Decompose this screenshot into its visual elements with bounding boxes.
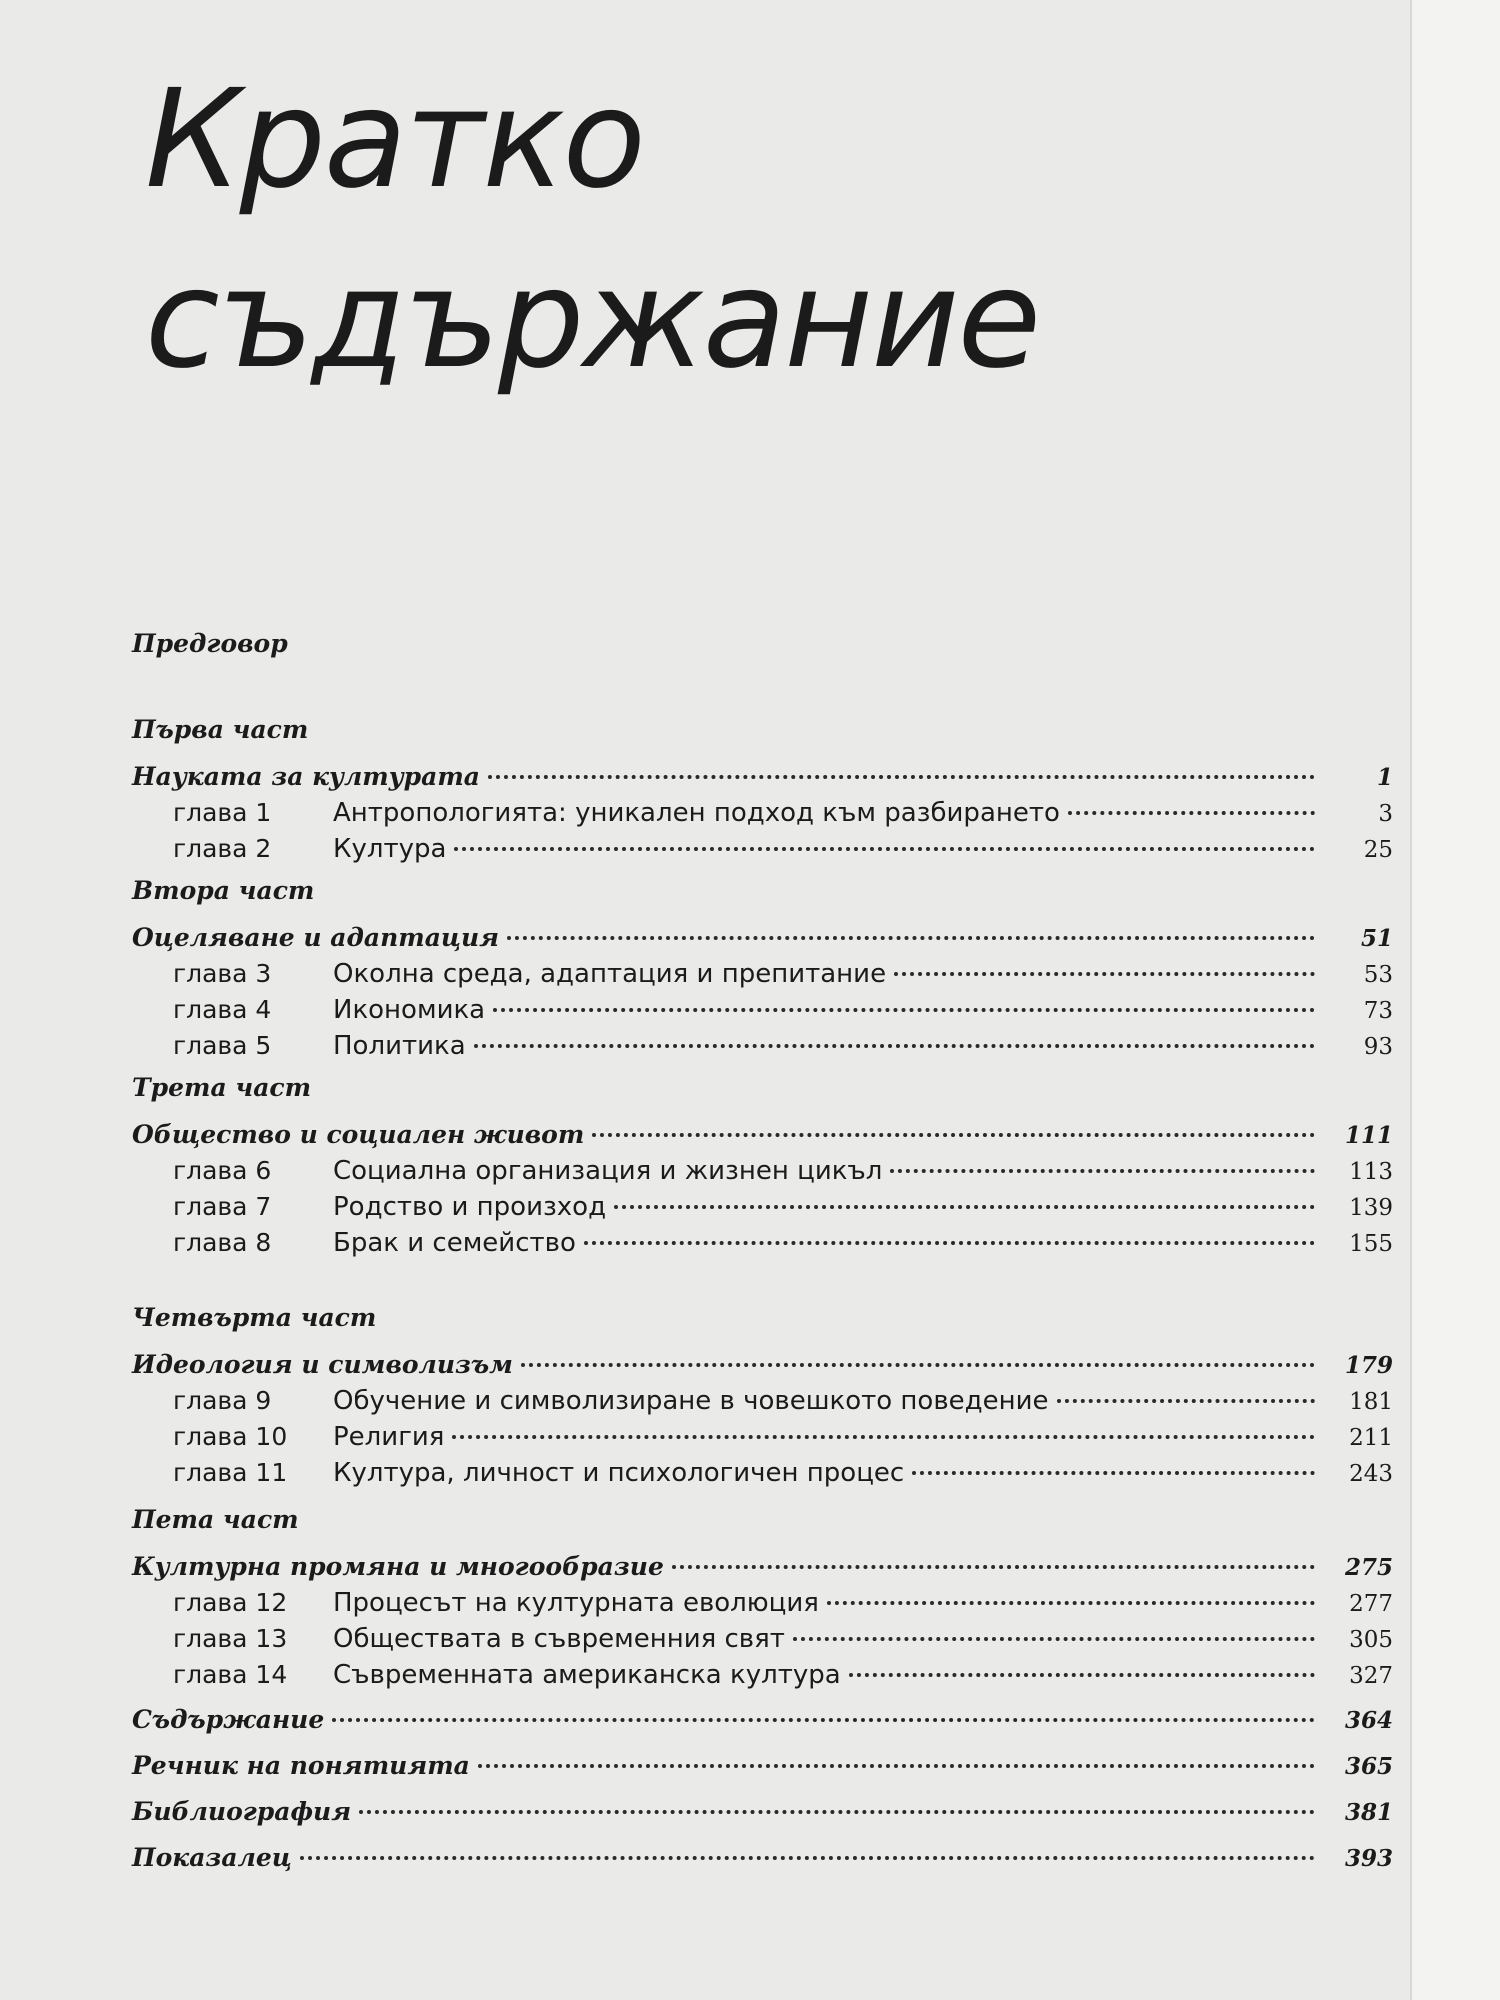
- chapter-title: Икономика: [333, 995, 486, 1025]
- leader-dots: [507, 934, 1315, 940]
- chapter-entry[interactable]: [333, 1657, 1410, 1694]
- section-entry-page: 51: [1360, 925, 1393, 952]
- chapter-label: глава 7: [173, 1192, 272, 1221]
- chapter-entry[interactable]: [333, 831, 1410, 868]
- leader-dots: [454, 845, 1315, 851]
- chapter-page: 53: [1363, 962, 1393, 988]
- leader-dots: [890, 1167, 1315, 1173]
- back-matter-entry-title: Библиография: [132, 1797, 352, 1826]
- section-entry-row: [0, 920, 1410, 956]
- section-entry-title: Идеология и символизъм: [132, 1350, 513, 1379]
- chapter-row: [0, 1657, 1410, 1693]
- chapter-entry[interactable]: [333, 956, 1410, 993]
- chapter-row: [0, 1585, 1410, 1621]
- section-entry-page: 179: [1344, 1352, 1393, 1379]
- back-matter-entry[interactable]: [132, 1794, 1410, 1831]
- back-matter-entry-title: Речник на понятията: [132, 1751, 470, 1780]
- chapter-title: Родство и произход: [333, 1192, 607, 1222]
- section-entry-row: [0, 1117, 1410, 1153]
- chapter-label: глава 8: [173, 1228, 272, 1257]
- chapter-entry[interactable]: [333, 1225, 1410, 1262]
- chapter-label: глава 6: [173, 1156, 272, 1185]
- chapter-title: Обучение и символизиране в човешкото поведение: [333, 1386, 1049, 1416]
- leader-dots: [300, 1854, 1315, 1860]
- chapter-row: [0, 1455, 1410, 1491]
- chapter-title: Религия: [333, 1422, 445, 1452]
- chapter-title: Околна среда, адаптация и препитание: [333, 959, 887, 989]
- chapter-row: [0, 1383, 1410, 1419]
- part-heading-row: [0, 1300, 1410, 1336]
- chapter-entry[interactable]: [333, 1455, 1410, 1492]
- leader-dots: [521, 1361, 1315, 1367]
- chapter-title: Култура: [333, 834, 447, 864]
- leader-dots: [672, 1563, 1315, 1569]
- chapter-label: глава 12: [173, 1588, 288, 1617]
- chapter-entry[interactable]: [333, 1028, 1410, 1065]
- chapter-page: 155: [1349, 1231, 1393, 1257]
- section-entry-title: Общество и социален живот: [132, 1120, 585, 1149]
- chapter-row: [0, 795, 1410, 831]
- leader-dots: [1068, 809, 1315, 815]
- chapter-title: Антропологията: уникален подход към разбирането: [333, 798, 1060, 828]
- part-heading: Трета част: [132, 1073, 312, 1102]
- chapter-row: [0, 831, 1410, 867]
- leader-dots: [474, 1042, 1315, 1048]
- chapter-page: 211: [1349, 1425, 1393, 1451]
- part-heading: Втора част: [132, 876, 315, 905]
- section-entry[interactable]: [132, 759, 1410, 796]
- title-line-2: съдържание: [145, 241, 1040, 399]
- chapter-label: глава 10: [173, 1422, 288, 1451]
- title-line-1: Кратко: [145, 61, 644, 219]
- chapter-entry[interactable]: [333, 992, 1410, 1029]
- chapter-title: Култура, личност и психологичен процес: [333, 1458, 905, 1488]
- next-page-edge: [1410, 0, 1500, 2000]
- chapter-label: глава 5: [173, 1031, 272, 1060]
- leader-dots: [332, 1716, 1315, 1722]
- back-matter-entry-title: Съдържание: [132, 1705, 325, 1734]
- chapter-label: глава 9: [173, 1386, 272, 1415]
- section-entry-page: 111: [1344, 1122, 1393, 1149]
- chapter-page: 3: [1378, 801, 1393, 827]
- leader-dots: [793, 1635, 1315, 1641]
- back-matter-entry-page: 381: [1344, 1799, 1393, 1826]
- chapter-label: глава 14: [173, 1660, 288, 1689]
- chapter-page: 243: [1349, 1461, 1393, 1487]
- chapter-label: глава 1: [173, 798, 272, 827]
- chapter-page: 327: [1349, 1663, 1393, 1689]
- back-matter-entry-row: [0, 1748, 1410, 1784]
- chapter-page: 113: [1349, 1159, 1393, 1185]
- section-entry[interactable]: [132, 920, 1410, 957]
- chapter-page: 25: [1363, 837, 1393, 863]
- chapter-page: 93: [1363, 1034, 1393, 1060]
- part-heading-row: [0, 873, 1410, 909]
- preface-row: [0, 626, 1410, 662]
- chapter-page: 139: [1349, 1195, 1393, 1221]
- back-matter-entry-page: 364: [1344, 1707, 1393, 1734]
- leader-dots: [1057, 1397, 1315, 1403]
- back-matter-entry-row: [0, 1794, 1410, 1830]
- leader-dots: [478, 1762, 1315, 1768]
- section-entry-row: [0, 759, 1410, 795]
- chapter-row: [0, 992, 1410, 1028]
- chapter-entry[interactable]: [333, 1383, 1410, 1420]
- chapter-label: глава 11: [173, 1458, 288, 1487]
- back-matter-entry[interactable]: [132, 1840, 1410, 1877]
- section-entry[interactable]: [132, 1117, 1410, 1154]
- part-heading: Първа част: [132, 715, 309, 744]
- chapter-label: глава 3: [173, 959, 272, 988]
- leader-dots: [452, 1433, 1315, 1439]
- chapter-title: Съвременната американска култура: [333, 1660, 841, 1690]
- chapter-page: 277: [1349, 1591, 1393, 1617]
- leader-dots: [359, 1808, 1315, 1814]
- part-heading-row: [0, 1502, 1410, 1538]
- section-entry-row: [0, 1549, 1410, 1585]
- section-entry[interactable]: [132, 1549, 1410, 1586]
- chapter-row: [0, 956, 1410, 992]
- preface-label: Предговор: [132, 629, 288, 658]
- chapter-entry[interactable]: [333, 1153, 1410, 1190]
- section-entry-row: [0, 1347, 1410, 1383]
- back-matter-entry[interactable]: [132, 1702, 1410, 1739]
- chapter-row: [0, 1153, 1410, 1189]
- chapter-row: [0, 1028, 1410, 1064]
- chapter-entry[interactable]: [333, 1189, 1410, 1226]
- chapter-row: [0, 1419, 1410, 1455]
- section-entry[interactable]: [132, 1347, 1410, 1384]
- chapter-label: глава 4: [173, 995, 272, 1024]
- section-entry-page: 1: [1376, 764, 1393, 791]
- section-entry-page: 275: [1344, 1554, 1393, 1581]
- part-heading-row: [0, 1070, 1410, 1106]
- leader-dots: [584, 1239, 1315, 1245]
- chapter-page: 181: [1349, 1389, 1393, 1415]
- part-heading: Пета част: [132, 1505, 299, 1534]
- back-matter-entry-row: [0, 1840, 1410, 1876]
- chapter-title: Обществата в съвременния свят: [333, 1624, 785, 1654]
- chapter-entry[interactable]: [333, 795, 1410, 832]
- chapter-title: Социална организация и жизнен цикъл: [333, 1156, 883, 1186]
- leader-dots: [912, 1469, 1315, 1475]
- chapter-entry[interactable]: [333, 1621, 1410, 1658]
- chapter-row: [0, 1621, 1410, 1657]
- chapter-row: [0, 1189, 1410, 1225]
- chapter-row: [0, 1225, 1410, 1261]
- chapter-page: 73: [1363, 998, 1393, 1024]
- back-matter-entry-row: [0, 1702, 1410, 1738]
- leader-dots: [849, 1671, 1315, 1677]
- chapter-label: глава 13: [173, 1624, 288, 1653]
- chapter-title: Процесът на културната еволюция: [333, 1588, 819, 1618]
- section-entry-title: Оцеляване и адаптация: [132, 923, 500, 952]
- leader-dots: [488, 773, 1315, 779]
- back-matter-entry-page: 365: [1344, 1753, 1393, 1780]
- back-matter-entry-page: 393: [1344, 1845, 1393, 1872]
- chapter-title: Политика: [333, 1031, 466, 1061]
- leader-dots: [493, 1006, 1315, 1012]
- part-heading: Четвърта част: [132, 1303, 377, 1332]
- chapter-entry[interactable]: [333, 1585, 1410, 1622]
- section-entry-title: Науката за културата: [132, 762, 481, 791]
- leader-dots: [827, 1599, 1315, 1605]
- chapter-title: Брак и семейство: [333, 1228, 576, 1258]
- chapter-page: 305: [1349, 1627, 1393, 1653]
- back-matter-entry-title: Показалец: [132, 1843, 292, 1872]
- leader-dots: [592, 1131, 1315, 1137]
- chapter-entry[interactable]: [333, 1419, 1410, 1456]
- back-matter-entry[interactable]: [132, 1748, 1410, 1785]
- leader-dots: [894, 970, 1315, 976]
- section-entry-title: Културна промяна и многообразие: [132, 1552, 664, 1581]
- leader-dots: [614, 1203, 1315, 1209]
- chapter-label: глава 2: [173, 834, 272, 863]
- part-heading-row: [0, 712, 1410, 748]
